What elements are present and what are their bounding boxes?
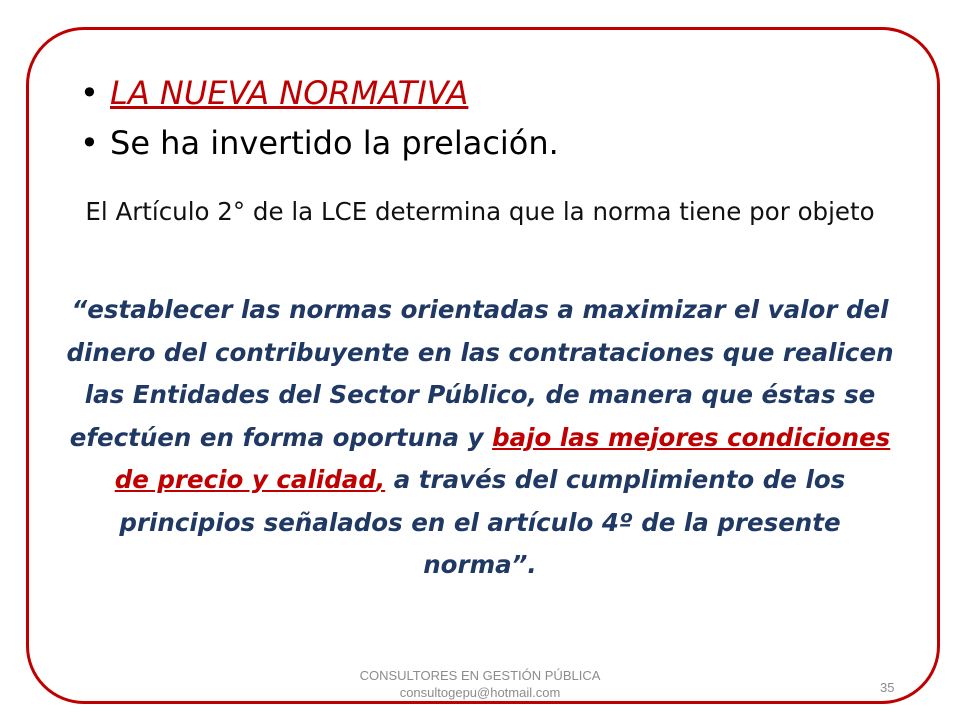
page-number: 35 <box>880 680 895 695</box>
intro-paragraph: El Artículo 2° de la LCE determina que la norma tiene por objeto <box>85 197 875 226</box>
bullet-list <box>80 72 900 172</box>
bullet-item <box>80 72 900 114</box>
subheading-bullet: Se ha invertido la prelación. <box>110 124 559 162</box>
quote-text-start: “establecer las normas orientadas a maximizar el valor del dinero del contribuyente en las contrataciones que realicen las Entidades del Sector Público, de manera que éstas se efectúen en forma oportuna y <box>66 295 894 452</box>
bullet-item <box>80 122 900 164</box>
quote-text-end: a través del cumplimiento de los principios señalados en el artículo 4º de la presente norma”. <box>119 465 846 579</box>
quote-highlight: bajo las mejores condiciones de precio y calidad <box>114 422 891 494</box>
footer <box>280 667 680 701</box>
heading-bullet: LA NUEVA NORMATIVA <box>110 74 469 112</box>
quote-highlight-comma: , <box>375 465 386 494</box>
footer-email: consultogepu@hotmail.com <box>399 685 561 700</box>
footer-organization: CONSULTORES EN GESTIÓN PÚBLICA <box>359 668 601 683</box>
quote-paragraph <box>60 289 900 587</box>
